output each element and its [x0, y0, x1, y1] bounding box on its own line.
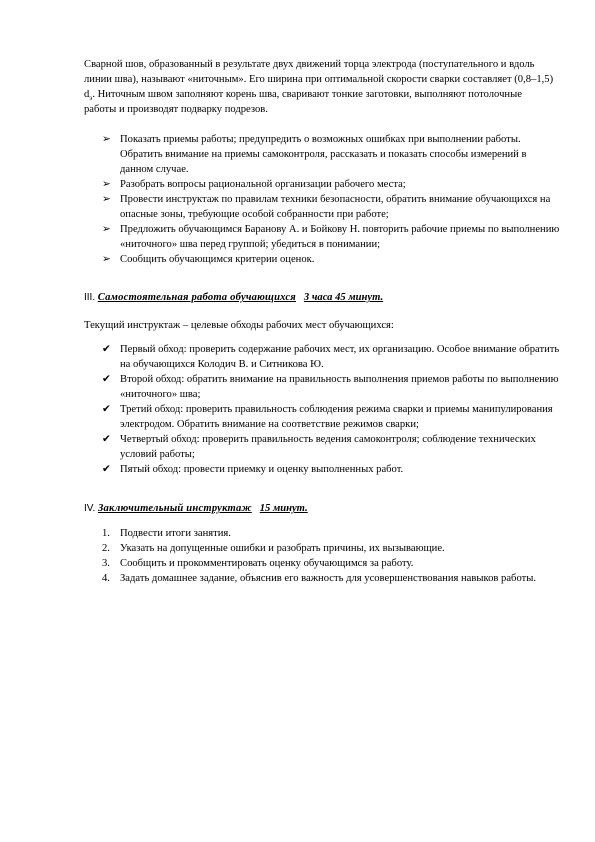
- list-item: [102, 462, 562, 477]
- arrow-bullet-icon: ➢: [102, 194, 111, 205]
- list-item: [102, 132, 562, 177]
- checkmark-bullet-icon: ✔: [102, 344, 111, 355]
- checkmark-bullet-icon: ✔: [102, 404, 111, 415]
- checkmark-bullet-icon: ✔: [102, 374, 111, 385]
- list-item: [102, 342, 562, 372]
- list-item-text: Предложить обучающимся Баранову А. и Бойкову Н. повторить рабочие приемы по выполнению «ниточного» шва перед группой; убедиться в понимании;: [120, 224, 560, 250]
- checkmark-bullet-icon: ✔: [102, 464, 111, 475]
- section-duration: 15 минут.: [259, 503, 308, 514]
- list-item-text: Разобрать вопросы рациональной организации рабочего места;: [120, 179, 406, 190]
- list-item: [102, 556, 562, 571]
- list-number: 1.: [102, 528, 110, 539]
- list-item-text: Второй обход: обратить внимание на правильность выполнения приемов работы по выполнению «ниточного» шва;: [120, 374, 559, 400]
- current-instruction-text: Текущий инструктаж – целевые обходы рабочих мест обучающихся:: [84, 320, 394, 331]
- section-title: Заключительный инструктаж: [97, 503, 252, 514]
- list-item-text: Сообщить обучающимся критерии оценок.: [120, 254, 315, 265]
- list-item: [102, 526, 562, 541]
- list-number: 4.: [102, 573, 110, 584]
- check-list: [102, 342, 562, 477]
- list-item-text: Пятый обход: провести приемку и оценку выполненных работ.: [120, 464, 404, 475]
- list-item: [102, 541, 562, 556]
- list-item-text: Указать на допущенные ошибки и разобрать причины, их вызывающие.: [120, 543, 445, 554]
- intro-text-part1: Сварной шов, образованный в результате двух движений торца электрода (поступательного и вдоль линии шва), называют «ниточным». Его ширина при оптимальной скорости сварки составляет (0,8–1,5) d: [84, 59, 554, 100]
- section-heading-3: [84, 290, 554, 305]
- list-item: [102, 571, 562, 586]
- section-number: IV.: [84, 503, 96, 514]
- list-item: [102, 177, 562, 192]
- list-item-text: Четвертый обход: проверить правильность ведения самоконтроля; соблюдение технических условий работы;: [120, 434, 536, 460]
- list-item: [102, 372, 562, 402]
- arrow-bullet-icon: ➢: [102, 134, 111, 145]
- list-item-text: Подвести итоги занятия.: [120, 528, 231, 539]
- section-duration: 3 часа 45 минут.: [303, 292, 384, 303]
- intro-subscript: э: [89, 94, 93, 103]
- arrow-bullet-icon: ➢: [102, 254, 111, 265]
- numbered-list: [102, 526, 562, 586]
- list-item: [102, 432, 562, 462]
- list-item: [102, 222, 562, 252]
- arrow-bullet-icon: ➢: [102, 224, 111, 235]
- list-item: [102, 402, 562, 432]
- section-number: III.: [84, 292, 96, 303]
- list-item-text: Сообщить и прокомментировать оценку обучающимся за работу.: [120, 558, 414, 569]
- section-heading-4: [84, 501, 554, 516]
- list-item-text: Третий обход: проверить правильность соблюдения режима сварки и приемы манипулирования электродом. Обратить внимание на соответствие режимов сварки;: [120, 404, 553, 430]
- list-number: 3.: [102, 558, 110, 569]
- intro-paragraph: [84, 57, 554, 117]
- checkmark-bullet-icon: ✔: [102, 434, 111, 445]
- section-title: Самостоятельная работа обучающихся: [97, 292, 296, 303]
- list-item: [102, 252, 562, 267]
- arrow-bullet-icon: ➢: [102, 179, 111, 190]
- list-item-text: Первый обход: проверить содержание рабочих мест, их организацию. Особое внимание обратить на обучающихся Колодич В. и Ситникова Ю.: [120, 344, 560, 370]
- intro-text-part2: . Ниточным швом заполняют корень шва, сваривают тонкие заготовки, выполняют потолочные работы и производят подварку подрезов.: [84, 89, 522, 115]
- list-item: [102, 192, 562, 222]
- list-item-text: Задать домашнее задание, объяснив его важность для усовершенствования навыков работы.: [120, 573, 537, 584]
- list-item-text: Провести инструктаж по правилам техники безопасности, обратить внимание обучающихся на опасные зоны, требующие особой собранности при работе;: [120, 194, 551, 220]
- list-item-text: Показать приемы работы; предупредить о возможных ошибках при выполнении работы. Обратить внимание на приемы самоконтроля, рассказать и показать способы измерений в данном случае.: [120, 134, 527, 175]
- list-number: 2.: [102, 543, 110, 554]
- arrow-list: [102, 132, 562, 267]
